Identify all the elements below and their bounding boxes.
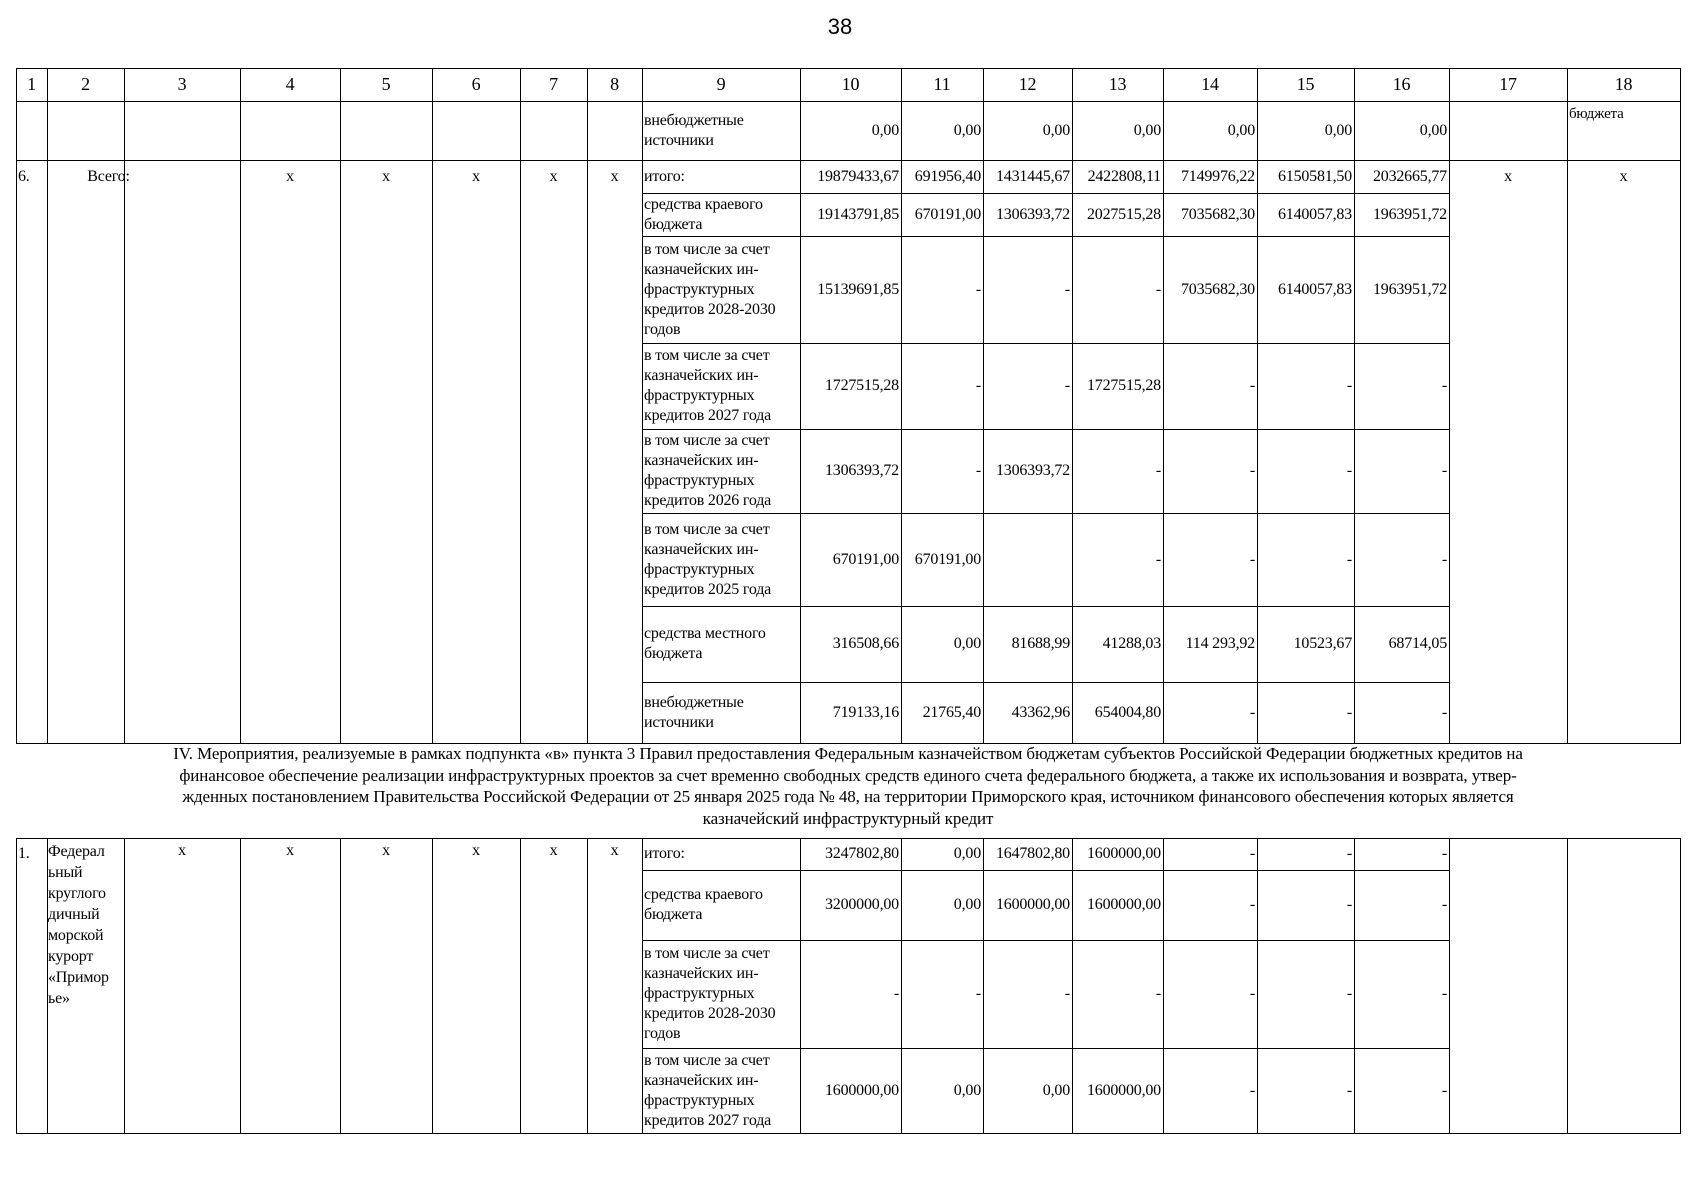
row-border xyxy=(642,513,1450,514)
value-cell: - xyxy=(1346,462,1352,479)
value-cell: - xyxy=(1441,845,1447,862)
column-header: 8 xyxy=(610,74,619,94)
value-cell: 2422808,11 xyxy=(1087,168,1161,185)
mark-x: х xyxy=(472,168,480,185)
row-label: средства местного бюджета xyxy=(644,625,766,662)
value-cell: 41288,03 xyxy=(1102,635,1161,652)
column-header: 9 xyxy=(716,74,726,94)
row-border xyxy=(16,101,1681,102)
mark-x: х xyxy=(286,842,294,859)
column-border xyxy=(124,838,125,1134)
mark-x: х xyxy=(382,842,390,859)
value-cell: 1600000,00 xyxy=(995,896,1070,913)
value-cell: 2032665,77 xyxy=(1372,168,1447,185)
column-border xyxy=(587,838,588,1134)
row-label: внебюджетные источники xyxy=(644,112,744,149)
row-label: итого: xyxy=(644,845,685,862)
value-cell: - xyxy=(1155,985,1161,1002)
value-cell: 10523,67 xyxy=(1293,635,1352,652)
value-cell: - xyxy=(1441,462,1447,479)
value-cell: 6150581,50 xyxy=(1277,168,1352,185)
value-cell: - xyxy=(1346,896,1352,913)
value-cell: 6140057,83 xyxy=(1277,281,1352,298)
value-cell: - xyxy=(975,377,981,394)
column-border xyxy=(16,838,17,1134)
value-cell: 0,00 xyxy=(1133,122,1161,139)
row-border xyxy=(642,343,1450,344)
value-cell: 7149976,22 xyxy=(1180,168,1255,185)
value-cell: - xyxy=(1064,985,1070,1002)
row-border xyxy=(642,870,1450,871)
column-border xyxy=(1680,838,1681,1134)
value-cell: - xyxy=(1346,704,1352,721)
value-cell: 114 293,92 xyxy=(1185,635,1255,652)
mark-x: х xyxy=(286,168,294,185)
value-cell: 0,00 xyxy=(1324,122,1352,139)
value-cell: 719133,16 xyxy=(832,704,899,721)
column-header: 5 xyxy=(381,74,391,94)
column-header: 3 xyxy=(177,74,187,94)
column-header: 12 xyxy=(1018,74,1037,94)
row-border xyxy=(16,838,1681,839)
value-cell: - xyxy=(1249,704,1255,721)
row-border xyxy=(642,606,1450,607)
mark-x: х xyxy=(610,842,619,859)
value-cell: 0,00 xyxy=(1042,122,1070,139)
value-cell: - xyxy=(975,462,981,479)
mark-x: х xyxy=(472,842,480,859)
value-cell: 670191,00 xyxy=(832,551,899,568)
row-border xyxy=(16,160,1681,161)
value-cell: 0,00 xyxy=(953,1082,981,1099)
value-cell: - xyxy=(1346,551,1352,568)
column-header: 14 xyxy=(1201,74,1219,94)
value-cell: 3200000,00 xyxy=(824,896,899,913)
column-border xyxy=(16,68,17,744)
value-cell: 1306393,72 xyxy=(824,462,899,479)
value-cell: 43362,96 xyxy=(1011,704,1070,721)
value-cell: - xyxy=(1155,281,1161,298)
value-cell: 0,00 xyxy=(1419,122,1447,139)
row-label: внебюджетные источники xyxy=(644,694,744,731)
column-border xyxy=(432,838,433,1134)
row-border xyxy=(642,940,1450,941)
column-header: 16 xyxy=(1392,74,1411,94)
row-name: Федерал ьный круглого дичный морской курорт «Примор ье» xyxy=(48,843,109,1007)
value-cell: - xyxy=(1346,1082,1352,1099)
value-cell: 68714,05 xyxy=(1388,635,1447,652)
column-header: 1 xyxy=(27,74,36,94)
value-cell: - xyxy=(1346,377,1352,394)
value-cell: 7035682,30 xyxy=(1180,281,1255,298)
column-header: 15 xyxy=(1296,74,1315,94)
mark-x: х xyxy=(1619,168,1628,185)
value-cell: - xyxy=(1249,1082,1255,1099)
column-header: 4 xyxy=(285,74,295,94)
row-label: в том числе за счет казначейских ин- фраструктурных кредитов 2026 года xyxy=(644,432,772,509)
value-cell: 0,00 xyxy=(953,845,981,862)
value-cell: 0,00 xyxy=(1042,1082,1070,1099)
section-heading xyxy=(18,743,1678,829)
value-cell: 654004,80 xyxy=(1094,704,1161,721)
value-cell: - xyxy=(1249,845,1255,862)
column-header: 6 xyxy=(471,74,481,94)
row-border xyxy=(642,682,1450,683)
value-cell: 81688,99 xyxy=(1011,635,1070,652)
value-cell: - xyxy=(1441,551,1447,568)
value-cell: 3247802,80 xyxy=(824,845,899,862)
value-cell: - xyxy=(1064,377,1070,394)
row-label: в том числе за счет казначейских ин- фраструктурных кредитов 2028-2030 годов xyxy=(644,945,776,1042)
row-border xyxy=(642,429,1450,430)
column-header: 17 xyxy=(1499,74,1517,94)
row-border xyxy=(642,193,1450,194)
value-cell: 1431445,67 xyxy=(995,168,1070,185)
row-number: 6. xyxy=(18,168,30,185)
value-cell: 1306393,72 xyxy=(995,206,1070,223)
value-cell: - xyxy=(1249,896,1255,913)
row-label: в том числе за счет казначейских ин- фраструктурных кредитов 2027 года xyxy=(644,1052,772,1129)
value-cell: 1600000,00 xyxy=(1086,1082,1161,1099)
row-label: итого: xyxy=(644,168,685,185)
value-cell: - xyxy=(1346,845,1352,862)
value-cell: - xyxy=(1346,985,1352,1002)
value-cell: - xyxy=(1441,377,1447,394)
row-label: в том числе за счет казначейских ин- фраструктурных кредитов 2027 года xyxy=(644,347,772,424)
value-cell: 0,00 xyxy=(953,635,981,652)
value-cell: 670191,00 xyxy=(914,206,981,223)
mark-x: х xyxy=(382,168,390,185)
value-cell: - xyxy=(1441,704,1447,721)
row-label: в том числе за счет казначейских ин- фраструктурных кредитов 2025 года xyxy=(644,521,772,598)
value-cell: 21765,40 xyxy=(922,704,981,721)
value-cell: - xyxy=(1155,551,1161,568)
value-cell: 1600000,00 xyxy=(824,1082,899,1099)
value-cell: 2027515,28 xyxy=(1086,206,1161,223)
value-cell: 1600000,00 xyxy=(1086,845,1161,862)
column-18-note: бюджета xyxy=(1569,106,1624,122)
column-border xyxy=(642,838,643,1134)
value-cell: 0,00 xyxy=(953,896,981,913)
value-cell: - xyxy=(1249,377,1255,394)
row-border xyxy=(642,1048,1450,1049)
value-cell: 670191,00 xyxy=(914,551,981,568)
value-cell: 316508,66 xyxy=(832,635,899,652)
column-header: 13 xyxy=(1108,74,1127,94)
column-border xyxy=(240,838,241,1134)
value-cell: - xyxy=(893,985,899,1002)
value-cell: 0,00 xyxy=(871,122,899,139)
column-header: 2 xyxy=(81,74,90,94)
value-cell: 691956,40 xyxy=(914,168,981,185)
value-cell: - xyxy=(1441,896,1447,913)
row-border xyxy=(16,68,1681,69)
value-cell: 15139691,85 xyxy=(817,281,899,298)
column-border xyxy=(1449,838,1450,1134)
section-heading-line: IV. Мероприятия, реализуемые в рамках подпункта «в» пункта 3 Правил предоставления Федеральным казначейством бюджетам субъектов Российской Федерации бюджетных кредитов на xyxy=(173,744,1523,763)
row-label: средства краевого бюджета xyxy=(644,886,763,923)
value-cell: 7035682,30 xyxy=(1180,206,1255,223)
value-cell: - xyxy=(975,281,981,298)
value-cell: 1963951,72 xyxy=(1372,206,1447,223)
column-header: 7 xyxy=(549,74,558,94)
column-header: 18 xyxy=(1614,74,1633,94)
mark-x: х xyxy=(178,842,186,859)
column-border xyxy=(1680,68,1681,744)
column-border xyxy=(1567,838,1568,1134)
value-cell: - xyxy=(1064,281,1070,298)
column-border xyxy=(642,68,643,744)
row-name: Всего: xyxy=(87,168,130,185)
mark-x: х xyxy=(610,168,619,185)
row-label: средства краевого бюджета xyxy=(644,196,763,233)
value-cell: 6140057,83 xyxy=(1277,206,1352,223)
value-cell: - xyxy=(1249,985,1255,1002)
mark-x: х xyxy=(549,168,558,185)
value-cell: 19143791,85 xyxy=(817,206,899,223)
row-label: в том числе за счет казначейских ин- фраструктурных кредитов 2028-2030 годов xyxy=(644,241,776,338)
value-cell: - xyxy=(1249,551,1255,568)
value-cell: - xyxy=(1441,985,1447,1002)
value-cell: - xyxy=(1249,462,1255,479)
section-heading-line: финансовое обеспечение реализации инфраструктурных проектов за счет временно свободных средств единого счета федерального бюджета, а также их использования и возврата, утвер- xyxy=(179,765,1517,785)
value-cell: 19879433,67 xyxy=(817,168,899,185)
column-border xyxy=(520,838,521,1134)
value-cell: 1963951,72 xyxy=(1372,281,1447,298)
section-heading-line: жденных постановлением Правительства Российской Федерации от 25 января 2025 года № 48, на территории Приморского края, источником финансового обеспечения которых является xyxy=(182,787,1514,806)
value-cell: 1727515,28 xyxy=(824,377,899,394)
value-cell: 1600000,00 xyxy=(1086,896,1161,913)
mark-x: х xyxy=(1504,168,1512,185)
section-heading-line: казначейский инфраструктурный кредит xyxy=(702,808,994,828)
value-cell: - xyxy=(1155,462,1161,479)
row-border xyxy=(642,236,1450,237)
value-cell: 0,00 xyxy=(953,122,981,139)
page-number: 38 xyxy=(827,14,853,39)
value-cell: 0,00 xyxy=(1227,122,1255,139)
column-header: 10 xyxy=(841,74,860,94)
row-border xyxy=(16,1133,1681,1134)
mark-x: х xyxy=(549,842,558,859)
value-cell: 1647802,80 xyxy=(995,845,1070,862)
column-border xyxy=(340,838,341,1134)
column-header: 11 xyxy=(933,74,951,94)
value-cell: 1727515,28 xyxy=(1086,377,1161,394)
value-cell: - xyxy=(975,985,981,1002)
value-cell: 1306393,72 xyxy=(995,462,1070,479)
row-number: 1. xyxy=(18,845,30,862)
value-cell: - xyxy=(1441,1082,1447,1099)
